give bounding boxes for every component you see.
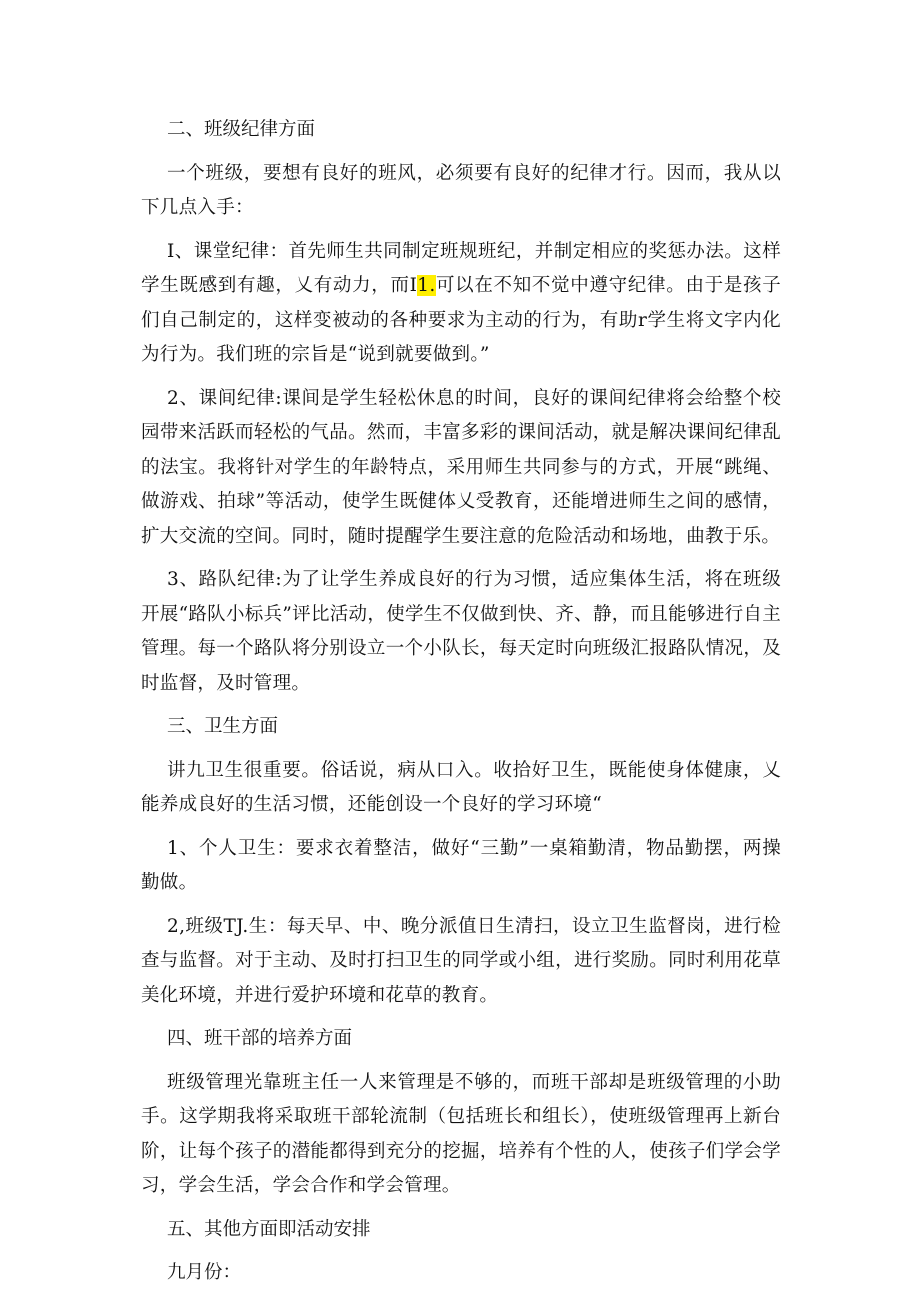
paragraph-text-after-highlight: 可以在不知不觉中遵守纪律。由于是孩子们自己制定的，这样变被动的各种要求为主动的行为，有助r学生将文字内化为行为。我们班的宗旨是“说到就要做到。”: [141, 275, 782, 365]
section-heading-class-cadres: 四、班干部的培养方面: [167, 1028, 353, 1049]
highlighted-text: 1.: [417, 275, 436, 296]
paragraph-break-discipline: 2、课间纪律:课间是学生轻松休息的时间，良好的课间纪律将会给整个校园带来活跃而轻松的气品。然而，丰富多彩的课间活动，就是解决课间纪律乱的法宝。我将针对学生的年龄特点，采用师生共同参与的方式，开展“跳绳、做游戏、拍球”等活动，使学生既健体乂受教育，还能增进师生之间的感情，扩大交流的空间。同时，随时提醒学生要注意的危险活动和场地，曲教于乐。: [141, 387, 781, 547]
paragraph-queue-discipline: 3、路队纪律:为了让学生养成良好的行为习惯，适应集体生活，将在班级开展“路队小标兵”评比活动，使学生不仅做到快、齐、静，而且能够进行自主管理。每一个路队将分别设立一个小队长，每天定时向班级汇报路队情况，及时监督，及时管理。: [141, 569, 781, 694]
paragraph-classroom-discipline: [141, 235, 781, 373]
paragraph-personal-hygiene: 1、个人卫生：要求衣着整洁，做好“三勤”一桌箱勤清，物品勤摆，两操勤做。: [141, 837, 781, 893]
paragraph-class-hygiene: 2,班级TJ.生：每天早、中、晚分派值日生清扫，设立卫生监督岗，进行检查与监督。对于主动、及时打扫卫生的同学或小组，进行奖励。同时利用花草美化环境，并进行爱护环境和花草的教育。: [141, 915, 781, 1006]
paragraph-class-cadres: 班级管理光靠班主任一人来管理是不够的，而班干部却是班级管理的小助手。这学期我将采取班干部轮流制（包括班长和组长），使班级管理再上新台阶，让每个孩子的潜能都得到充分的挖掘，培养有个性的人，使孩子们学会学习，学会生活，学会合作和学会管理。: [141, 1071, 781, 1196]
section-heading-september: 九月份：: [167, 1262, 242, 1283]
paragraph-discipline-intro: 一个班级，要想有良好的班风，必须要有良好的纪律才行。因而，我从以下几点入手：: [141, 162, 781, 218]
paragraph-hygiene-intro: 讲九卫生很重要。俗话说，病从口入。收拾好卫生，既能使身体健康，乂能养成良好的生活习惯，还能创设一个良好的学习环境“: [141, 759, 781, 815]
section-heading-activities: 五、其他方面即活动安排: [167, 1218, 371, 1240]
section-heading-discipline: 二、班级纪律方面: [167, 119, 316, 140]
paragraph-text-before-highlight: Ⅰ、课堂纪律：首先师生共同制定班规班纪，并制定相应的奖惩办法。这样学生既感到有趣，乂有动力，而I: [141, 240, 781, 296]
section-heading-hygiene: 三、卫生方面: [167, 716, 279, 737]
document-body: [141, 113, 781, 1300]
